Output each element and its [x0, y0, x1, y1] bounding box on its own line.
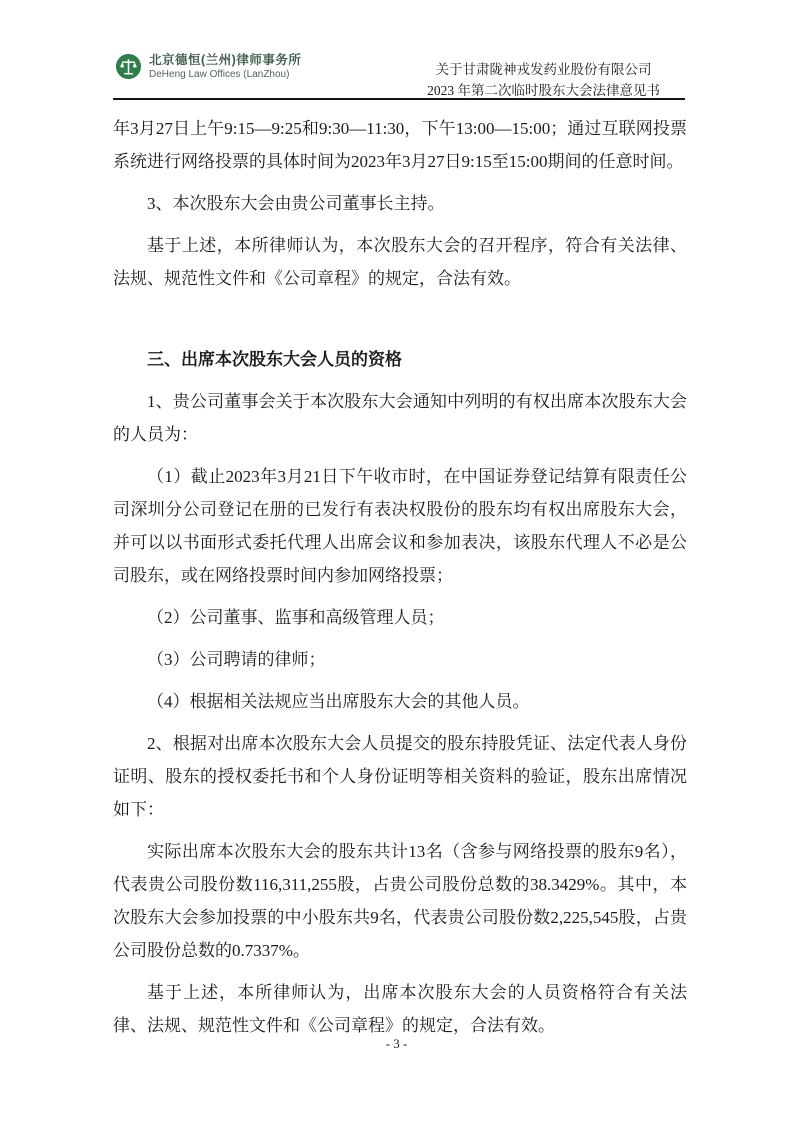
header-divider	[113, 98, 685, 100]
document-title-line1: 关于甘肃陇神戎发药业股份有限公司	[435, 62, 652, 77]
paragraph: 2、根据对出席本次股东大会人员提交的股东持股凭证、法定代表人身份证明、股东的授权委托书和个人身份证明等相关资料的验证，股东出席情况如下：	[113, 734, 687, 819]
law-firm-brand	[115, 52, 301, 81]
law-firm-name-en: DeHeng Law Offices (LanZhou)	[149, 69, 290, 80]
page-number: - 3 -	[385, 1036, 408, 1051]
page-footer	[0, 1036, 793, 1052]
scales-seal-icon	[115, 53, 142, 80]
document-body	[113, 112, 687, 1042]
paragraph: 实际出席本次股东大会的股东共计13名（含参与网络投票的股东9名），代表贵公司股份数116,311,255股，占贵公司股份总数的38.3429%。其中，本次股东大会参加投票的中小股东共9名，代表贵公司股份数2,225,545股，占贵公司股份总数的0.7337%。	[113, 842, 687, 960]
law-firm-name-cn: 北京德恒(兰州)律师事务所	[149, 53, 302, 67]
paragraph: （1）截止2023年3月21日下午收市时，在中国证券登记结算有限责任公司深圳分公司登记在册的已发行有表决权股份的股东均有权出席股东大会，并可以以书面形式委托代理人出席会议和参加表决，该股东代理人不必是公司股东，或在网络投票时间内参加网络投票；	[113, 467, 687, 585]
paragraph: 3、本次股东大会由贵公司董事长主持。	[147, 194, 445, 213]
paragraph: 1、贵公司董事会关于本次股东大会通知中列明的有权出席本次股东大会的人员为：	[113, 392, 687, 444]
paragraph: 年3月27日上午9:15—9:25和9:30—11:30，下午13:00—15:00；通过互联网投票系统进行网络投票的具体时间为2023年3月27日9:15至15:00期间的任意时间。	[113, 119, 687, 171]
section-heading: 三、出席本次股东大会人员的资格	[147, 350, 402, 369]
paragraph: （4）根据相关法规应当出席股东大会的其他人员。	[147, 692, 530, 711]
paragraph: 基于上述，本所律师认为，出席本次股东大会的人员资格符合有关法律、法规、规范性文件和《公司章程》的规定，合法有效。	[113, 983, 687, 1035]
document-title	[427, 59, 660, 101]
law-firm-name-block	[149, 52, 301, 81]
paragraph: 基于上述，本所律师认为，本次股东大会的召开程序，符合有关法律、法规、规范性文件和《公司章程》的规定，合法有效。	[113, 236, 687, 288]
document-header	[115, 52, 685, 101]
paragraph: （3）公司聘请的律师；	[147, 650, 326, 669]
paragraph: （2）公司董事、监事和高级管理人员；	[147, 608, 445, 627]
document-title-line2: 2023 年第二次临时股东大会法律意见书	[427, 83, 660, 98]
